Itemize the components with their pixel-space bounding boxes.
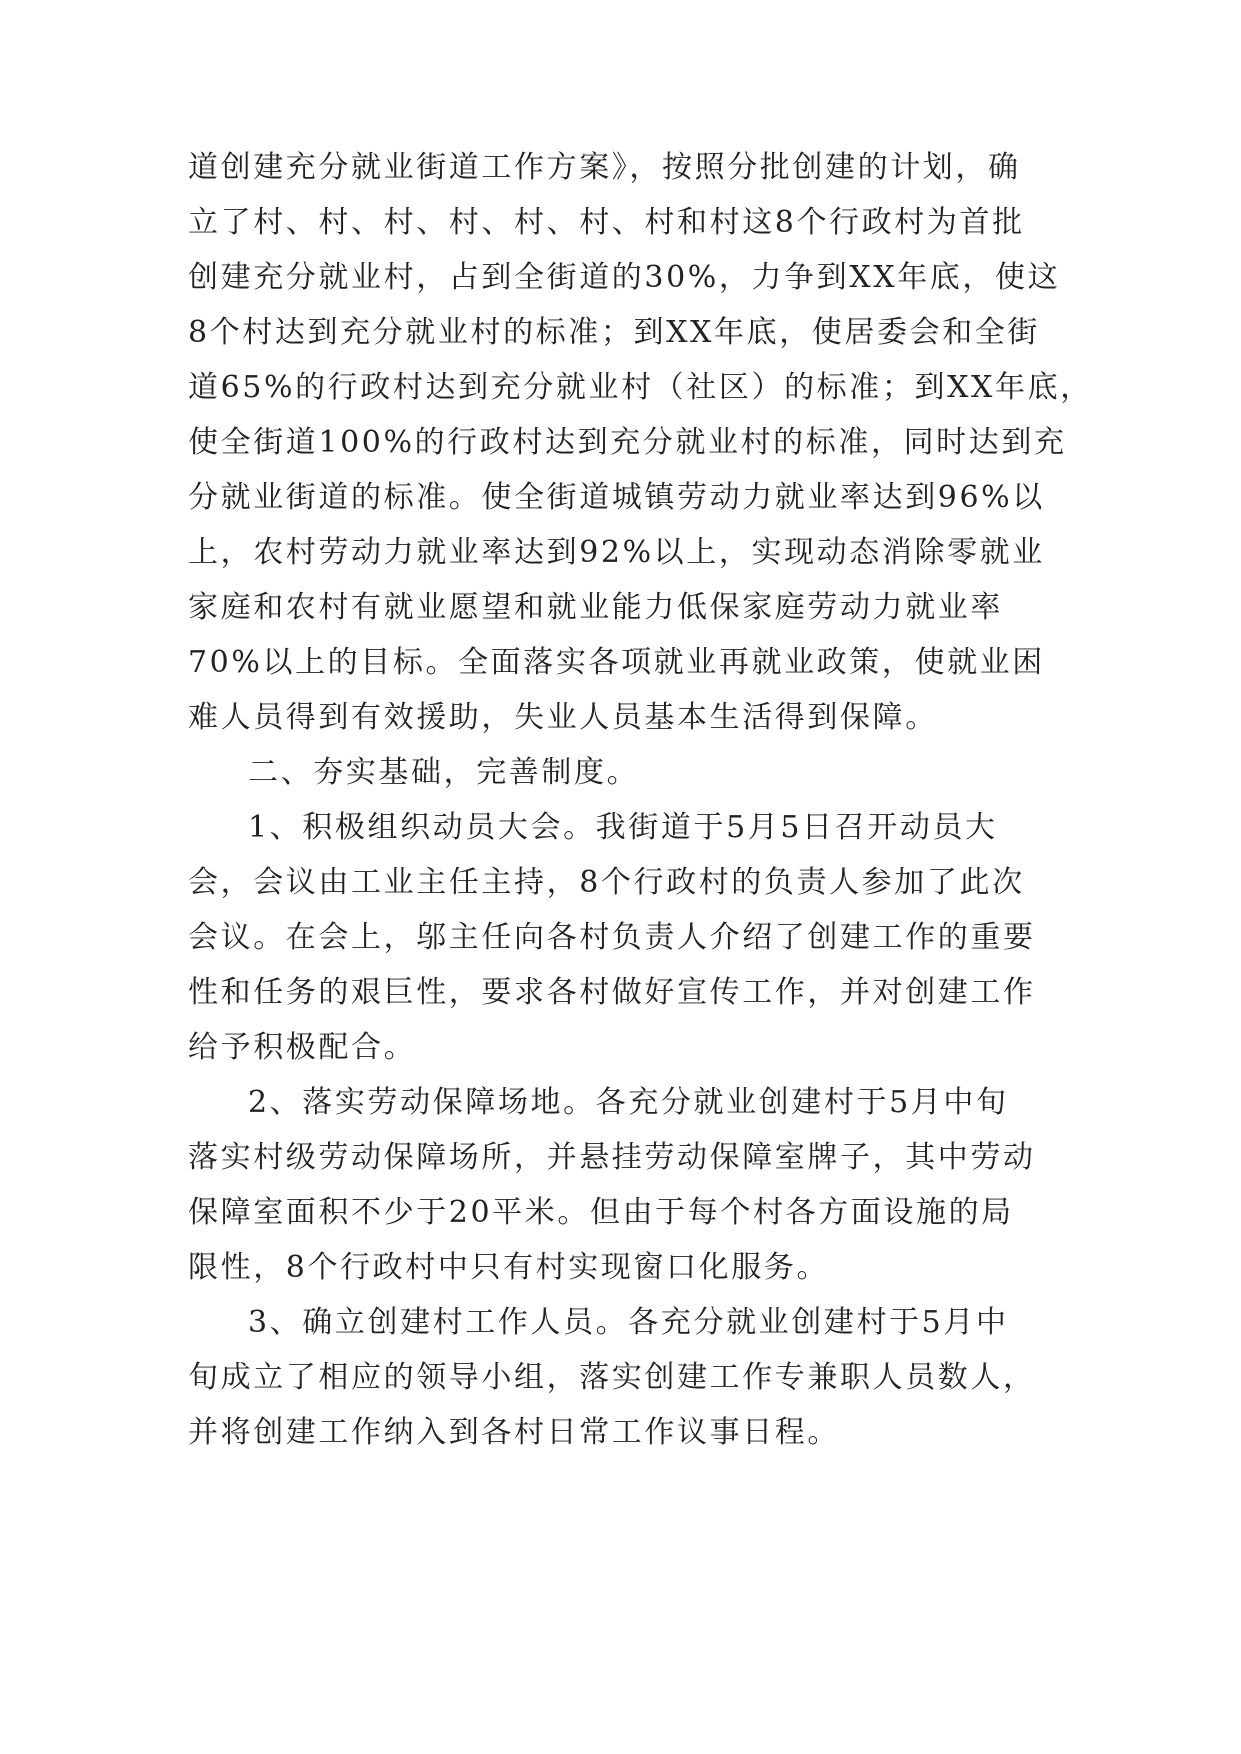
text-line: 性和任务的艰巨性，要求各村做好宣传工作，并对创建工作 <box>188 975 1036 1010</box>
text-line: 1、积极组织动员大会。我街道于5月5日召开动员大 <box>248 810 998 845</box>
text-line: 难人员得到有效援助，失业人员基本生活得到保障。 <box>188 700 938 735</box>
text-line: 道创建充分就业街道工作方案》，按照分批创建的计划，确 <box>188 150 1021 185</box>
text-line: 并将创建工作纳入到各村日常工作议事日程。 <box>188 1415 840 1450</box>
text-line: 8个村达到充分就业村的标准；到XX年底，使居委会和全街 <box>188 315 1041 350</box>
text-line: 保障室面积不少于20平米。但由于每个村各方面设施的局 <box>188 1195 1014 1230</box>
text-line: 2、落实劳动保障场地。各充分就业创建村于5月中旬 <box>248 1085 1009 1120</box>
text-line: 3、确立创建村工作人员。各充分就业创建村于5月中 <box>248 1305 1009 1340</box>
text-line: 使全街道100%的行政村达到充分就业村的标准，同时达到充 <box>188 425 1067 460</box>
text-line: 创建充分就业村，占到全街道的30%，力争到XX年底，使这 <box>188 260 1061 295</box>
text-line: 分就业街道的标准。使全街道城镇劳动力就业率达到96%以 <box>188 480 1045 515</box>
text-line: 道65%的行政村达到充分就业村（社区）的标准；到XX年底， <box>188 370 1093 405</box>
section-heading: 二、夯实基础，完善制度。 <box>248 755 640 790</box>
text-line: 立了村、村、村、村、村、村、村和村这8个行政村为首批 <box>188 205 1025 240</box>
text-line: 会议。在会上，邬主任向各村负责人介绍了创建工作的重要 <box>188 920 1036 955</box>
text-line: 落实村级劳动保障场所，并悬挂劳动保障室牌子，其中劳动 <box>188 1140 1036 1175</box>
text-line: 70%以上的目标。全面落实各项就业再就业政策，使就业困 <box>188 645 1045 680</box>
text-line: 上，农村劳动力就业率达到92%以上，实现动态消除零就业 <box>188 535 1045 570</box>
text-line: 家庭和农村有就业愿望和就业能力低保家庭劳动力就业率 <box>188 590 1003 625</box>
text-line: 给予积极配合。 <box>188 1030 417 1065</box>
text-line: 会，会议由工业主任主持，8个行政村的负责人参加了此次 <box>188 865 1025 900</box>
text-line: 限性，8个行政村中只有村实现窗口化服务。 <box>188 1250 830 1285</box>
text-line: 旬成立了相应的领导小组，落实创建工作专兼职人员数人， <box>188 1360 1036 1395</box>
